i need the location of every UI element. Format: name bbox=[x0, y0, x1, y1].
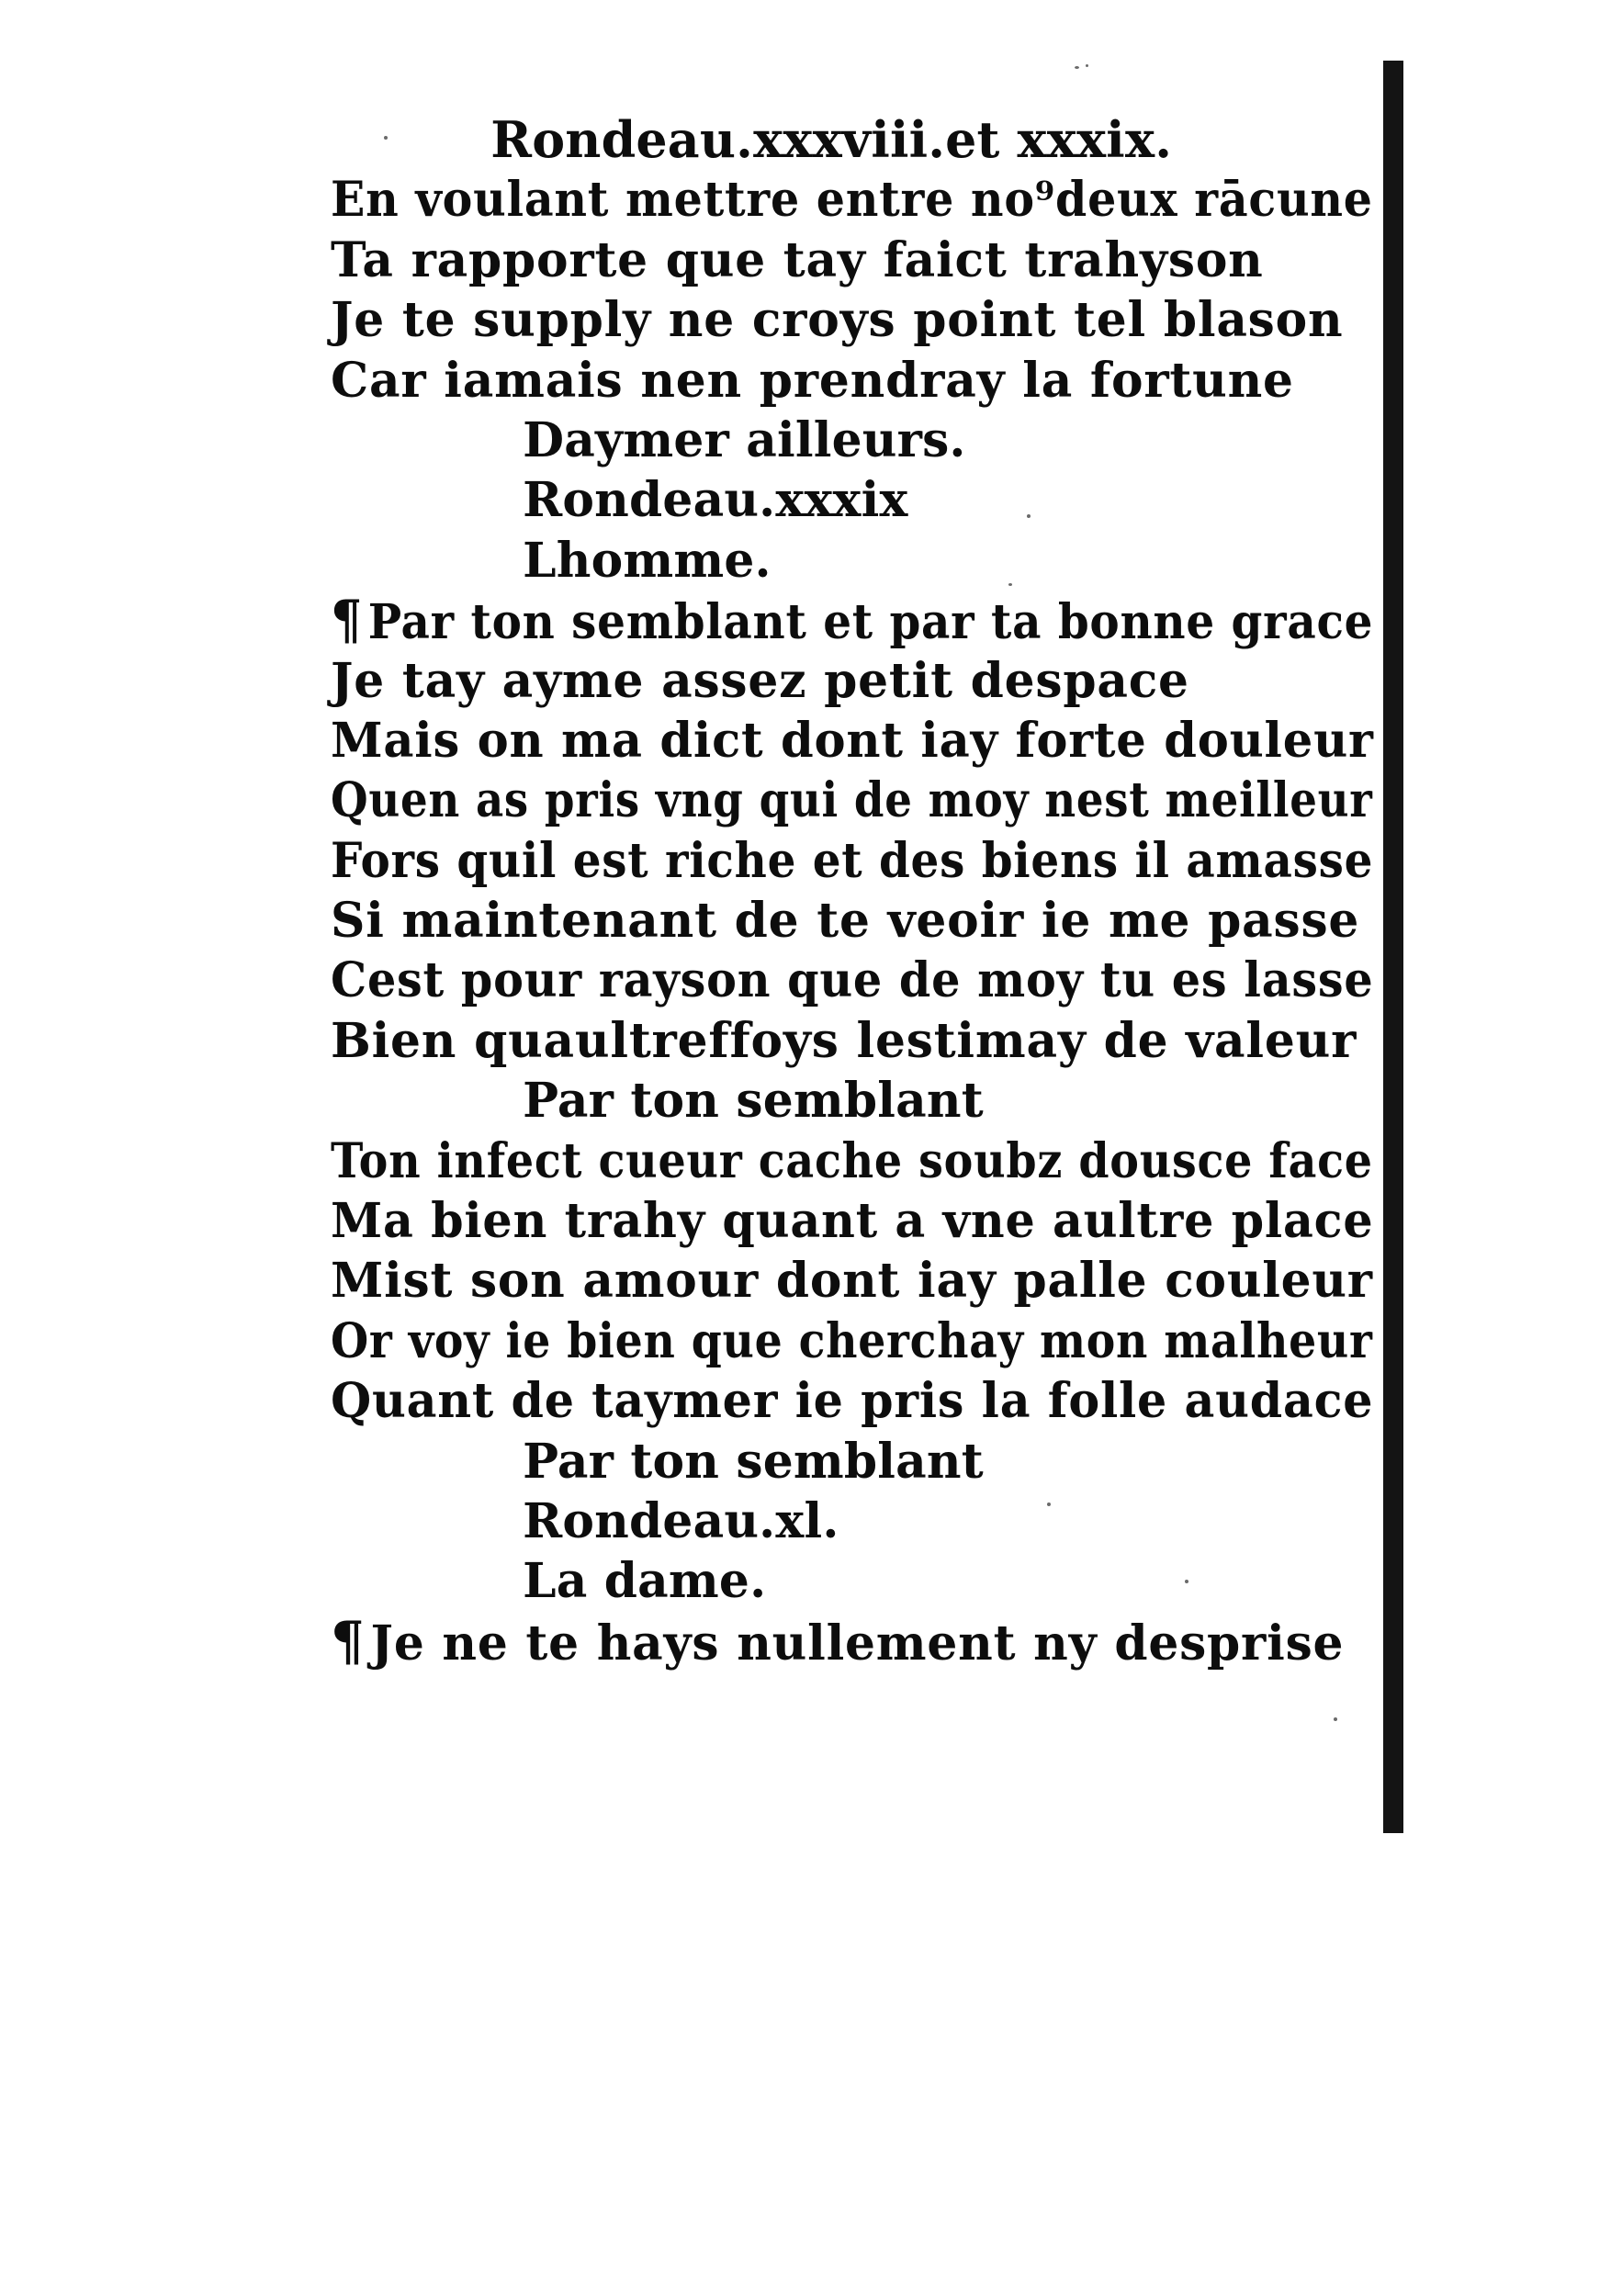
speaker-label: La dame. bbox=[523, 1553, 767, 1610]
verse-text: Par ton semblant et par ta bonne grace bbox=[367, 594, 1374, 651]
rondeau-text-block bbox=[331, 110, 1378, 1671]
verse-line: Mais on ma dict dont iay forte douleur bbox=[331, 712, 1374, 769]
refrain-line: Daymer ailleurs. bbox=[523, 411, 966, 468]
speaker-label: Lhomme. bbox=[523, 532, 772, 589]
verse-line: Quant de taymer ie pris la folle audace bbox=[331, 1373, 1374, 1430]
binding-shadow-bar bbox=[1383, 61, 1403, 1833]
verse-text: Je ne te hays nullement ny desprise bbox=[370, 1615, 1345, 1671]
refrain-line: Par ton semblant bbox=[523, 1073, 984, 1130]
verse-line: Bien quaultreffoys lestimay de valeur bbox=[331, 1012, 1357, 1069]
pilcrow-mark: ¶ bbox=[331, 1609, 366, 1672]
rondeau-heading: Rondeau.xxxix bbox=[523, 472, 908, 529]
scan-speck bbox=[1086, 64, 1088, 67]
scan-speck bbox=[1334, 1717, 1337, 1721]
rondeau-heading: Rondeau.xl. bbox=[523, 1492, 839, 1549]
refrain-line: Par ton semblant bbox=[523, 1433, 984, 1490]
verse-line: En voulant mettre entre no⁹deux rācune bbox=[331, 172, 1373, 229]
verse-line: Car iamais nen prendray la fortune bbox=[331, 352, 1294, 409]
verse-line bbox=[331, 1609, 1373, 1672]
verse-line: Or voy ie bien que cherchay mon malheur bbox=[331, 1312, 1373, 1369]
verse-line: Ta rapporte que tay faict trahyson bbox=[331, 231, 1264, 288]
verse-line: Ma bien trahy quant a vne aultre place bbox=[331, 1193, 1374, 1250]
pilcrow-mark: ¶ bbox=[331, 589, 364, 652]
verse-line: Mist son amour dont iay palle couleur bbox=[331, 1253, 1373, 1310]
verse-line bbox=[331, 589, 1374, 652]
page-heading: Rondeau.xxxviii.et xxxix. bbox=[490, 110, 1173, 169]
verse-line: Cest pour rayson que de moy tu es lasse bbox=[331, 952, 1374, 1009]
verse-line: Si maintenant de te veoir ie me passe bbox=[331, 893, 1360, 950]
verse-line: Quen as pris vng qui de moy nest meilleur bbox=[331, 772, 1373, 829]
verse-line: Fors quil est riche et des biens il amasse bbox=[331, 832, 1374, 889]
verse-line: Je te supply ne croys point tel blason bbox=[331, 292, 1344, 349]
scan-speck bbox=[1075, 66, 1079, 69]
verse-line: Je tay ayme assez petit despace bbox=[331, 652, 1189, 709]
verse-line: Ton infect cueur cache soubz dousce face bbox=[331, 1132, 1373, 1189]
